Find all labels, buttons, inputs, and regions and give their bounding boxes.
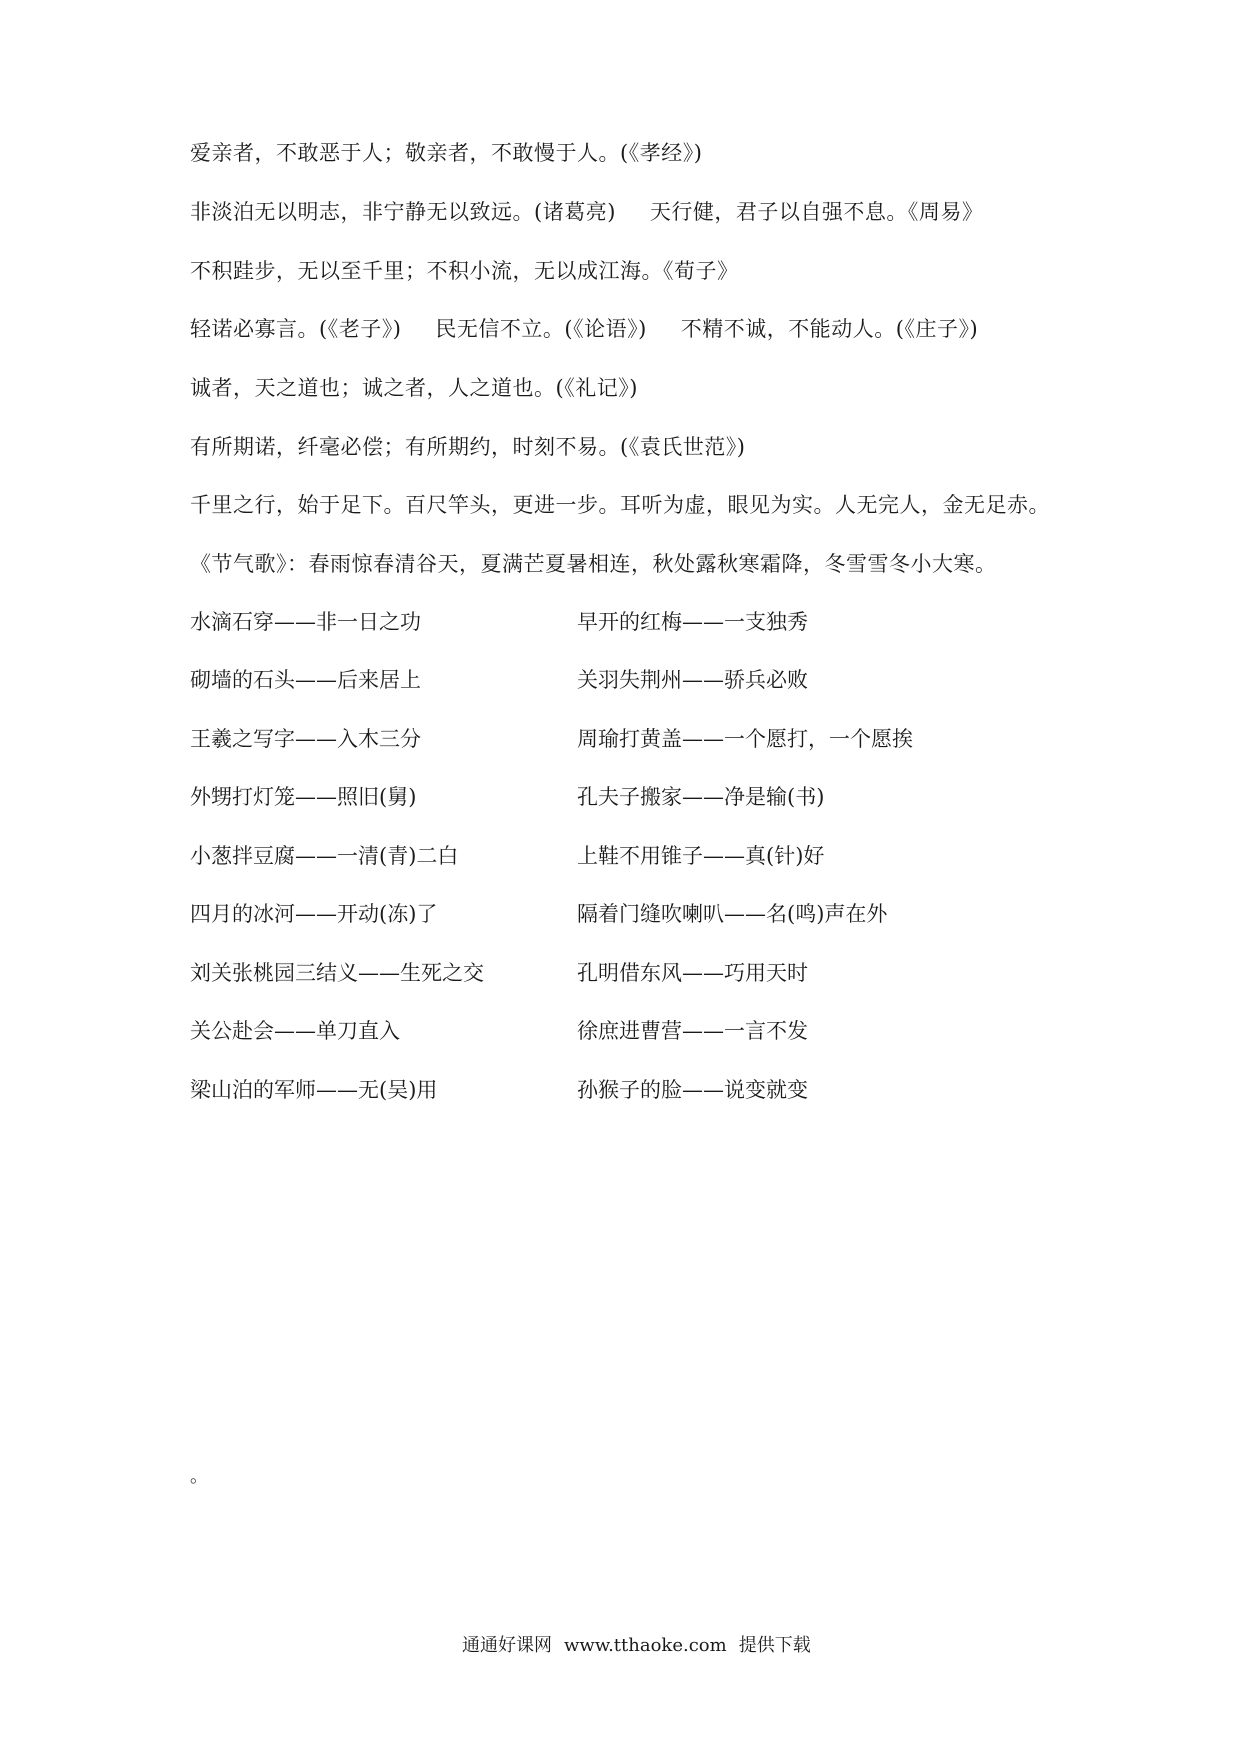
quote-line-6 (190, 431, 745, 461)
quote-text: 非淡泊无以明志，非宁静无以致远。(诸葛亮) (190, 200, 616, 224)
quote-text: 民无信不立。(《论语》) (435, 317, 647, 341)
xiehouyu-left: 水滴石穿——非一日之功 (190, 610, 421, 634)
quote-line-1 (190, 137, 702, 167)
quote-text: 有所期诺，纤毫必偿；有所期约，时刻不易。(《袁氏世范》) (190, 435, 746, 459)
xiehouyu-left: 外甥打灯笼——照旧(舅) (190, 785, 417, 809)
footer-url[interactable]: www.tthaoke.com (564, 1635, 727, 1656)
quote-line-3 (190, 255, 739, 285)
quote-text: 轻诺必寡言。(《老子》) (190, 317, 402, 341)
quote-text: 不精不诚，不能动人。(《庄子》) (680, 317, 979, 341)
xiehouyu-right: 早开的红梅——一支独秀 (577, 610, 808, 634)
xiehouyu-left: 四月的冰河——开动(冻)了 (190, 902, 438, 926)
xiehouyu-right: 隔着门缝吹喇叭——名(鸣)声在外 (577, 902, 888, 926)
xiehouyu-right: 关羽失荆州——骄兵必败 (577, 668, 808, 692)
xiehouyu-left: 刘关张桃园三结义——生死之交 (190, 961, 484, 985)
quote-line-5 (190, 372, 638, 402)
xiehouyu-right: 周瑜打黄盖——一个愿打，一个愿挨 (577, 727, 913, 751)
xiehouyu-left: 梁山泊的军师——无(吴)用 (190, 1078, 438, 1102)
trailing-period: 。 (190, 1466, 208, 1487)
quote-text: 不积跬步，无以至千里；不积小流，无以成江海。《荀子》 (190, 259, 739, 283)
footer-site-name: 通通好课网 (462, 1635, 552, 1656)
xiehouyu-right: 孔明借东风——巧用天时 (577, 961, 808, 985)
footer-suffix: 提供下载 (738, 1635, 811, 1656)
quote-text: 诚者，天之道也；诚之者，人之道也。(《礼记》) (190, 376, 638, 400)
quote-text: 爱亲者，不敢恶于人；敬亲者，不敢慢于人。(《孝经》) (190, 141, 703, 165)
page-footer (462, 1631, 823, 1657)
xiehouyu-right: 孙猴子的脸——说变就变 (577, 1078, 808, 1102)
xiehouyu-right: 徐庶进曹营——一言不发 (577, 1019, 808, 1043)
quote-text: 天行健，君子以自强不息。《周易》 (649, 200, 984, 224)
quote-line-7 (190, 489, 1050, 519)
xiehouyu-left: 小葱拌豆腐——一清(青)二白 (190, 844, 459, 868)
xiehouyu-right: 上鞋不用锥子——真(针)好 (577, 844, 825, 868)
quote-line-4 (190, 313, 978, 343)
xiehouyu-left: 王羲之写字——入木三分 (190, 727, 421, 751)
quote-line-2 (190, 196, 983, 226)
xiehouyu-right: 孔夫子搬家——净是输(书) (577, 785, 825, 809)
xiehouyu-left: 砌墙的石头——后来居上 (190, 668, 421, 692)
quote-line-8 (190, 548, 997, 578)
quote-text: 《节气歌》：春雨惊春清谷天，夏满芒夏暑相连，秋处露秋寒霜降，冬雪雪冬小大寒。 (190, 552, 997, 576)
xiehouyu-left: 关公赴会——单刀直入 (190, 1019, 400, 1043)
quote-text: 千里之行，始于足下。百尺竿头，更进一步。耳听为虚，眼见为实。人无完人，金无足赤。 (190, 493, 1050, 517)
